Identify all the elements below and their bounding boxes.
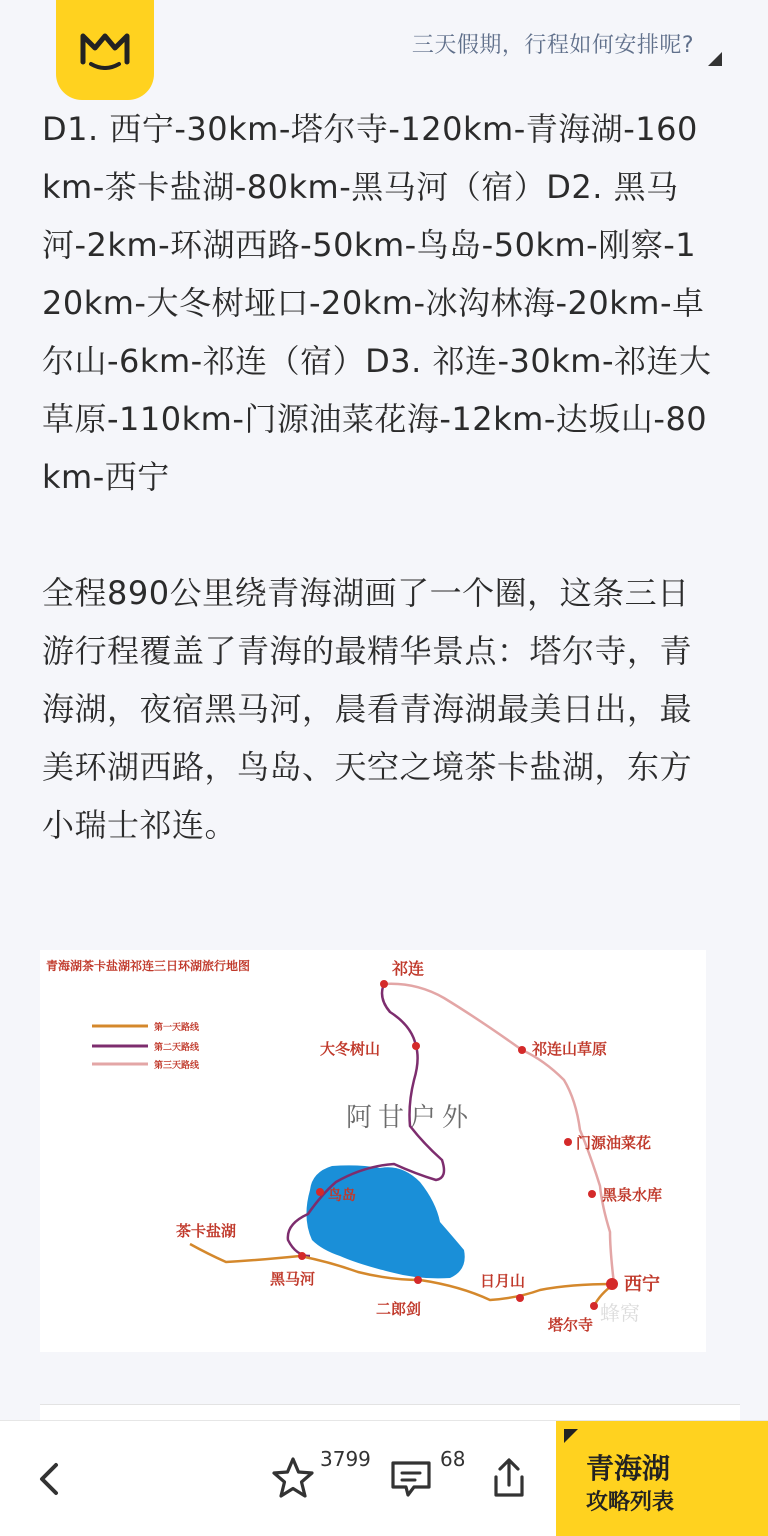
label-chaka: 茶卡盐湖 [176,1222,237,1240]
marker-heimahe [298,1252,306,1260]
marker-xining [606,1278,618,1290]
page-title: 三天假期，行程如何安排呢? [411,33,694,58]
marker-niaodao [316,1188,324,1196]
summary-paragraph: 全程890公里绕青海湖画了一个圈，这条三日游行程覆盖了青海的最精华景点：塔尔寺，青海湖，夜宿黑马河，晨看青海湖最美日出，最美环湖西路，鸟岛、天空之境茶卡盐湖，东方小瑞士祁连。 [42,574,693,844]
label-qilian-grassland: 祁连山草原 [532,1040,608,1058]
article-body [42,100,712,854]
qinghai-lake [306,1165,464,1278]
itinerary-paragraph: D1. 西宁-30km-塔尔寺-120km-青海湖-160km-茶卡盐湖-80km-黑马河（宿）D2. 黑马河-2km-环湖西路-50km-鸟岛-50km-刚察-120km-大冬树垭口-20km-冰沟林海-20km-卓尔山-6km-祁连（宿）D3. 祁连-30km-祁连大草原-110km-门源油菜花海-12km-达坂山-80km-西宁 [42,110,712,496]
label-qilian: 祁连 [392,959,425,978]
label-heimahe: 黑马河 [270,1270,316,1288]
marker-riyueshan [516,1294,524,1302]
label-niaodao: 鸟岛 [328,1188,356,1204]
app-logo[interactable] [56,0,154,100]
mafengwo-logo-icon [77,26,133,70]
share-icon[interactable] [486,1455,532,1501]
marker-qilian [380,980,388,988]
favorite-star-icon[interactable] [270,1455,316,1501]
guide-title: 青海湖 [586,1452,671,1485]
label-xining: 西宁 [624,1274,660,1295]
watermark: 蜂窝 [600,1301,640,1325]
map-title: 青海湖茶卡盐湖祁连三日环湖旅行地图 [46,959,251,973]
marker-heiquan [588,1190,596,1198]
marker-taersi [590,1302,598,1310]
corner-indicator-icon [564,1429,578,1443]
marker-qilian-grassland [518,1046,526,1054]
label-erlangjian: 二郎剑 [376,1300,422,1318]
route-map-image[interactable] [40,950,706,1352]
route-map [40,950,706,1352]
label-heiquan: 黑泉水库 [602,1186,663,1204]
marker-dadongshu [412,1042,420,1050]
label-dadongshu: 大冬树山 [320,1040,381,1058]
corner-indicator-icon [708,52,722,66]
map-legend [92,1021,200,1071]
marker-erlangjian [414,1276,422,1284]
label-menyuan: 门源油菜花 [576,1134,652,1152]
comment-icon[interactable] [388,1455,434,1501]
label-taersi: 塔尔寺 [548,1316,594,1334]
legend-day2: 第二天路线 [154,1043,200,1053]
legend-day1: 第一天路线 [154,1023,200,1033]
comments-count: 68 [440,1447,466,1471]
marker-menyuan [564,1138,572,1146]
back-arrow-icon[interactable] [36,1459,60,1499]
bottom-bar [0,1420,768,1536]
guide-list-button[interactable] [556,1421,768,1536]
top-bar [0,0,768,84]
label-riyueshan: 日月山 [480,1272,526,1290]
legend-day3: 第三天路线 [154,1061,200,1071]
favorites-count: 3799 [320,1447,371,1471]
region-label: 阿甘户外 [346,1103,475,1133]
guide-subtitle: 攻略列表 [586,1490,675,1515]
